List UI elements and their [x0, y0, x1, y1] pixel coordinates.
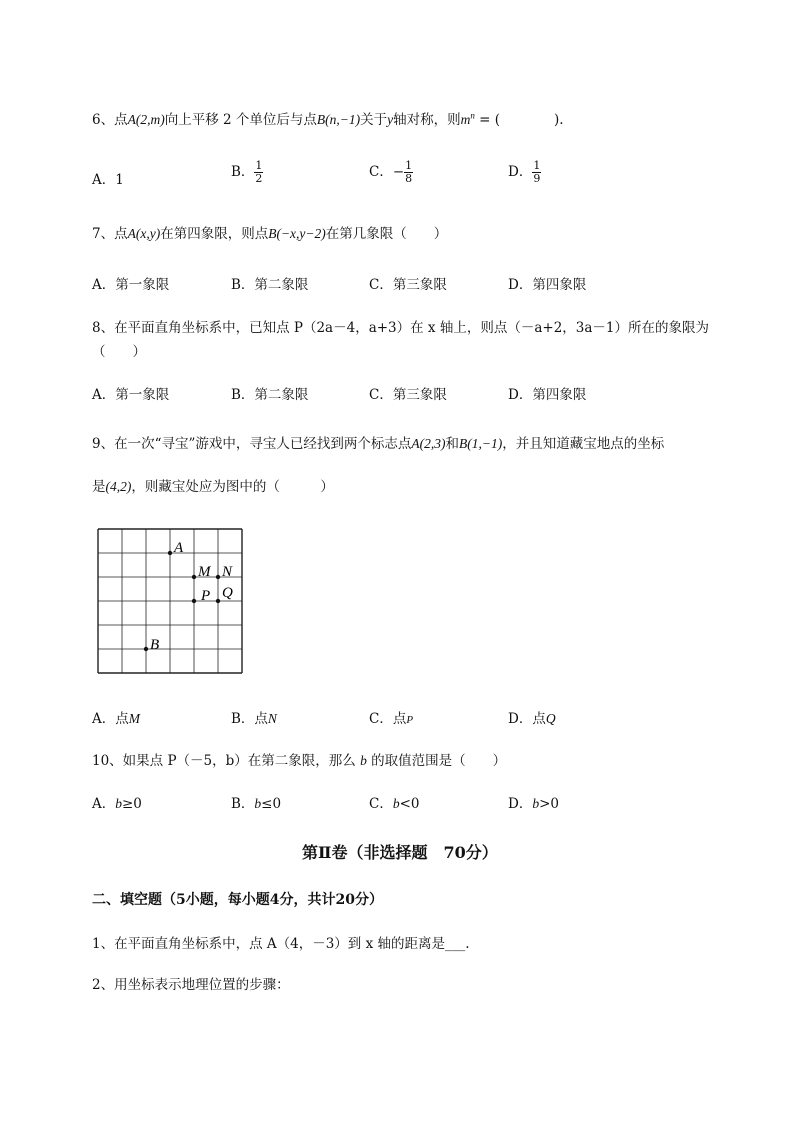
q9-option-a [92, 707, 140, 727]
point-m [192, 575, 196, 579]
q8-option-a: A．第一象限 [92, 387, 170, 403]
fraction [532, 160, 541, 185]
numerator: 1 [533, 159, 541, 172]
q9-text: ，则藏宝处应为图中的（ ） [131, 479, 334, 495]
q7-point-a: A(x,y) [127, 226, 161, 241]
q10-var-b: b [360, 753, 367, 768]
label-n: N [222, 564, 233, 580]
option-relation: <0 [399, 796, 420, 812]
q10-option-d [508, 792, 559, 812]
point-a [168, 551, 172, 555]
denominator: 8 [405, 172, 413, 185]
numerator: 1 [255, 159, 263, 172]
q6-option-b [231, 160, 263, 185]
option-label: A． [92, 172, 116, 188]
option-relation: >0 [539, 796, 559, 812]
denominator: 9 [533, 172, 541, 185]
fraction [404, 160, 413, 185]
q6-option-d [508, 160, 541, 185]
q6-option-c [369, 160, 413, 185]
option-label: B． [231, 796, 255, 812]
option-label: C．点 [369, 711, 407, 727]
q8-stem-line1: 8、在平面直角坐标系中，已知点 P（2a－4，a+3）在 x 轴上，则点（－a+2，3a－1）所在的象限为 [92, 320, 710, 336]
option-relation: ≥0 [122, 796, 142, 812]
option-value: 1 [115, 172, 124, 188]
q9-option-d [508, 707, 556, 727]
option-label: B．点 [231, 711, 268, 727]
q6-text: 6、点 [92, 112, 128, 128]
q6-exponent: n [470, 110, 475, 121]
numerator: 1 [405, 159, 413, 172]
option-value: M [128, 711, 140, 726]
q8-option-d: D．第四象限 [508, 387, 587, 403]
q8-option-b: B．第二象限 [231, 387, 309, 403]
option-var: b [532, 796, 540, 811]
option-var: b [254, 796, 262, 811]
point-p [192, 599, 196, 603]
option-var: b [392, 796, 400, 811]
q9-text: 和 [445, 436, 460, 452]
q7-option-b: B．第二象限 [231, 277, 309, 293]
fill-q2: 2、用坐标表示地理位置的步骤： [92, 977, 290, 993]
q7-point-b: B(−x,y−2) [268, 226, 326, 241]
q7-option-c: C．第三象限 [369, 277, 447, 293]
q6-point-a: A(2,m) [127, 112, 165, 127]
q7-text: 在第四象限，则点 [160, 226, 269, 242]
q6-text: 向上平移 2 个单位后与点 [164, 112, 317, 128]
q9-grid-figure [96, 527, 248, 679]
option-label: B． [231, 164, 255, 180]
option-label: C． [369, 796, 393, 812]
q10-text: 的取值范围是（ ） [366, 753, 507, 769]
q9-stem-line1 [92, 432, 664, 452]
q6-text: 关于 [360, 112, 388, 128]
option-label: D． [508, 796, 533, 812]
denominator: 2 [255, 172, 263, 185]
label-a: A [174, 540, 184, 556]
option-label: D． [508, 164, 533, 180]
q8-stem-line2: （ ） [92, 344, 146, 360]
label-m: M [198, 564, 211, 580]
option-label: A． [92, 796, 116, 812]
grid-lines [98, 529, 242, 673]
q9-text: 9、在一次“寻宝”游戏中，寻宝人已经找到两个标志点 [92, 436, 412, 452]
q7-text: 7、点 [92, 226, 128, 242]
q6-point-b: B(n,−1) [316, 112, 361, 127]
option-value: Q [545, 711, 556, 726]
q6-text: 轴对称，则 [393, 112, 461, 128]
q10-option-b [231, 792, 281, 812]
q6-var-m: m [460, 112, 471, 127]
option-var: b [115, 796, 122, 811]
q6-option-a [92, 168, 124, 188]
fill-blank-heading: 二、填空题（5小题，每小题4分，共计20分） [92, 892, 383, 908]
q7-text: 在第几象限（ ） [325, 226, 448, 242]
q9-point-b: B(1,−1) [459, 436, 503, 451]
point-q [216, 599, 220, 603]
q9-text: 是 [92, 479, 106, 495]
label-p: P [201, 588, 211, 604]
q6-text: = ( ). [474, 112, 564, 128]
q7-stem [92, 222, 447, 242]
q9-treasure-coord: (4,2) [105, 479, 132, 494]
option-relation: ≤0 [261, 796, 282, 812]
q7-option-a: A．第一象限 [92, 277, 170, 293]
q9-option-b [231, 707, 277, 727]
minus-sign: − [392, 164, 405, 180]
point-n [216, 575, 220, 579]
fraction [254, 160, 263, 185]
grid-labels [150, 540, 233, 653]
q6-axis: y [387, 112, 394, 127]
q10-option-c [369, 792, 420, 812]
q9-point-a: A(2,3) [411, 436, 446, 451]
q9-text: ，并且知道藏宝地点的坐标 [502, 436, 665, 452]
option-label: C． [369, 164, 393, 180]
point-b [144, 647, 148, 651]
q8-option-c: C．第三象限 [369, 387, 447, 403]
option-label: A．点 [92, 711, 129, 727]
section-title: 第Ⅱ卷（非选择题 70分） [302, 843, 498, 862]
q6-stem [92, 108, 564, 128]
q7-option-d: D．第四象限 [508, 277, 587, 293]
label-b: B [150, 637, 160, 653]
fill-q1: 1、在平面直角坐标系中，点 A（4，－3）到 x 轴的距离是___. [92, 936, 470, 952]
q10-text: 10、如果点 P（－5，b）在第二象限，那么 [92, 753, 361, 769]
q10-stem [92, 749, 506, 769]
q10-option-a [92, 792, 142, 812]
option-value: N [267, 711, 277, 726]
option-label: D．点 [508, 711, 546, 727]
option-value: P [406, 714, 414, 726]
label-q: Q [222, 585, 233, 601]
q9-stem-line2 [92, 475, 334, 495]
q9-option-c [369, 707, 413, 727]
